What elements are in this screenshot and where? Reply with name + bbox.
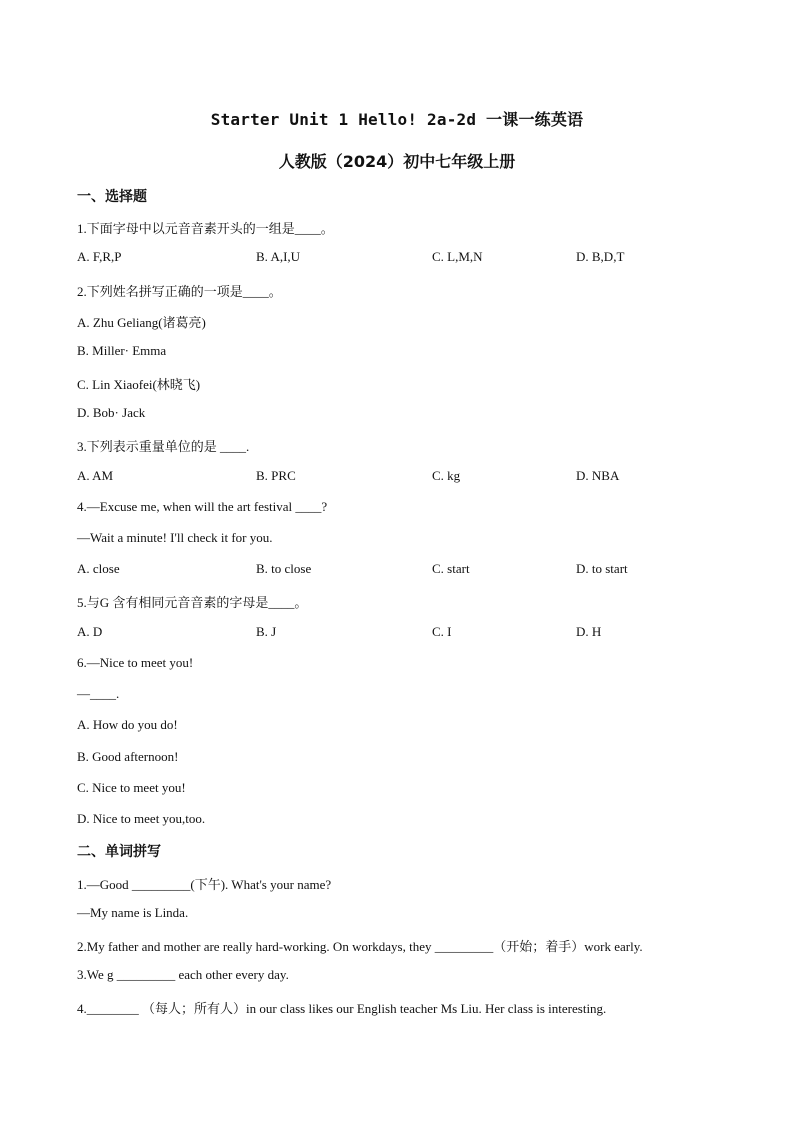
question-1-stem: 1.下面字母中以元音音素开头的一组是____。 [77, 221, 334, 236]
question-3-option-c: C. kg [432, 468, 461, 483]
question-2-stem: 2.下列姓名拼写正确的一项是____。 [77, 284, 282, 299]
question-6-option-d: D. Nice to meet you,too. [77, 811, 206, 826]
question-3-option-a: A. AM [77, 468, 114, 483]
question-6-line2: —____. [77, 686, 120, 701]
spelling-item-1-reply: —My name is Linda. [77, 905, 189, 920]
section-heading-spelling: 二、单词拼写 [77, 844, 161, 860]
question-4-line2: —Wait a minute! I'll check it for you. [77, 530, 273, 545]
question-6-option-c: C. Nice to meet you! [77, 780, 186, 795]
question-1-option-d: D. B,D,T [576, 249, 625, 264]
spelling-item-4: 4.________ （每人；所有人）in our class likes our English teacher Ms Liu. Her class is interesting. [77, 1001, 607, 1016]
question-6-stem: 6.—Nice to meet you! [77, 655, 194, 670]
question-5-stem: 5.与G 含有相同元音音素的字母是____。 [77, 595, 308, 610]
spelling-item-3: 3.We g _________ each other every day. [77, 967, 289, 982]
question-2-option-d: D. Bob· Jack [77, 405, 146, 420]
question-4-option-b: B. to close [256, 561, 312, 576]
page-title: Starter Unit 1 Hello! 2a-2d 一课一练英语 [210, 110, 584, 129]
question-1-option-a: A. F,R,P [77, 249, 122, 264]
question-4-stem: 4.—Excuse me, when will the art festival ____? [77, 499, 328, 514]
question-5-option-d: D. H [576, 624, 602, 639]
question-1-option-b: B. A,I,U [256, 249, 301, 264]
question-3-option-d: D. NBA [576, 468, 620, 483]
page-subtitle: 人教版（2024）初中七年级上册 [278, 152, 516, 171]
question-4-option-a: A. close [77, 561, 120, 576]
question-5-option-c: C. I [432, 624, 452, 639]
question-4-option-c: C. start [432, 561, 470, 576]
question-2-option-b: B. Miller· Emma [77, 343, 167, 358]
question-2-option-c: C. Lin Xiaofei(林晓飞) [77, 377, 201, 392]
question-3-option-b: B. PRC [256, 468, 296, 483]
question-6-option-a: A. How do you do! [77, 717, 178, 732]
question-5-option-b: B. J [256, 624, 277, 639]
question-1-option-c: C. L,M,N [432, 249, 483, 264]
question-6-option-b: B. Good afternoon! [77, 749, 179, 764]
question-4-option-d: D. to start [576, 561, 628, 576]
question-5-option-a: A. D [77, 624, 103, 639]
question-2-option-a: A. Zhu Geliang(诸葛亮) [77, 315, 206, 330]
spelling-item-2: 2.My father and mother are really hard-working. On workdays, they _________（开始；着手）work early. [77, 939, 643, 954]
section-heading-choice: 一、选择题 [77, 189, 147, 205]
question-3-stem: 3.下列表示重量单位的是 ____. [77, 439, 250, 454]
spelling-item-1: 1.—Good _________(下午). What's your name? [77, 877, 332, 892]
